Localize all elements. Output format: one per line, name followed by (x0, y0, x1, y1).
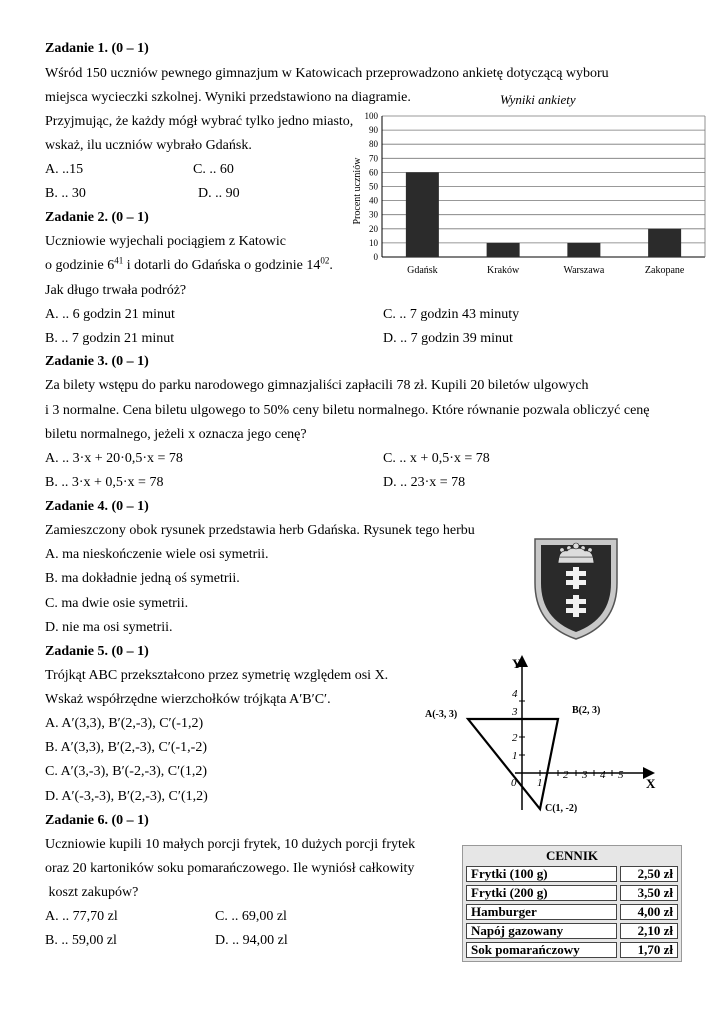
chart-y-tick-label: 10 (369, 237, 378, 248)
chart-bar-zakopane (648, 229, 681, 257)
item-price: 2,50 zł (620, 866, 678, 882)
task-2-text: o godzinie $6^{41}$ i dotarli do Gdańska o godzinie $14^{02}$. (45, 255, 333, 273)
task-3-title: Zadanie 3. (0 – 1) (45, 354, 149, 369)
item-price: 4,00 zł (620, 904, 678, 920)
chart-y-tick-label: 90 (369, 125, 378, 136)
task-1-title: Zadanie 1. (0 – 1) (45, 41, 149, 56)
task-1-text: miejsca wycieczki szkolnej. Wyniki przedstawiono na diagramie. (45, 90, 411, 105)
task-6-title: Zadanie 6. (0 – 1) (45, 813, 149, 828)
price-row (466, 885, 678, 901)
price-row (466, 923, 678, 939)
x-tick-label: 3 (582, 769, 588, 781)
task-3-text: Za bilety wstępu do parku narodowego gimnazjaliści zapłacili 78 zł. Kupili 20 biletów ulgowych (45, 378, 589, 393)
y-tick-label: 2 (512, 732, 518, 744)
task-6-option-a: A. .. 77,70 zl (45, 909, 118, 924)
chart-bar-warszawa (567, 243, 600, 257)
chart-y-label: Procent uczniów (352, 157, 363, 225)
task-4-option-b: B. ma dokładnie jedną oś symetrii. (45, 571, 240, 586)
task-5-text: Wskaż współrzędne wierzchołków trójkąta A′B′C′. (45, 692, 331, 707)
task-5-title: Zadanie 5. (0 – 1) (45, 644, 149, 659)
item-name: Frytki (200 g) (466, 885, 617, 901)
task-5-option-c: C. A′(3,-3), B′(-2,-3), C′(1,2) (45, 764, 207, 779)
task-4-option-a: A. ma nieskończenie wiele osi symetrii. (45, 547, 269, 562)
task-6-option-c: C. .. 69,00 zl (215, 909, 287, 924)
gdansk-coat-of-arms-image (531, 533, 621, 643)
task-3-option-d: D. .. 23·x = 78 (383, 475, 466, 490)
task-3-text: i 3 normalne. Cena biletu ulgowego to 50% ceny biletu normalnego. Które równanie pozwala obliczyć cenę (45, 403, 650, 418)
task-2-option-a: A. .. 6 godzin 21 minut (45, 307, 175, 322)
task-2-option-b: B. .. 7 godzin 21 minut (45, 331, 175, 346)
price-row (466, 942, 678, 958)
chart-title: Wyniki ankiety (500, 92, 576, 107)
task-2-text: Uczniowie wyjechali pociągiem z Katowic (45, 234, 287, 249)
chart-y-tick-label: 0 (373, 252, 378, 262)
task-6-option-d: D. .. 94,00 zl (215, 933, 288, 948)
item-name: Napój gazowany (466, 923, 617, 939)
y-tick-label: 4 (512, 688, 518, 700)
task-1-option-c: C. .. 60 (193, 162, 234, 177)
item-price: 1,70 zł (620, 942, 678, 958)
coordinate-graph (420, 650, 670, 820)
y-axis-label: Y (512, 656, 522, 671)
item-name: Frytki (100 g) (466, 866, 617, 882)
chart-bar-gdańsk (406, 172, 439, 257)
origin-label: 0 (511, 777, 517, 789)
task-6-text: koszt zakupów? (45, 885, 139, 900)
task-5-option-a: A. A′(3,3), B′(2,-3), C′(-1,2) (45, 716, 204, 731)
task-1-text: wskaż, ilu uczniów wybrało Gdańsk. (45, 138, 252, 153)
chart-y-tick-label: 60 (369, 167, 378, 178)
item-price: 2,10 zł (620, 923, 678, 939)
chart-y-tick-label: 40 (369, 195, 378, 206)
price-row (466, 866, 678, 882)
task-6-text: oraz 20 kartoników soku pomarańczowego. Ile wyniósł całkowity (45, 861, 415, 876)
task-5-option-b: B. A′(3,3), B′(2,-3), C′(-1,-2) (45, 740, 207, 755)
task-1-text: Wśród 150 uczniów pewnego gimnazjum w Katowicach przeprowadzono ankietę dotyczącą wyboru (45, 66, 609, 81)
chart-y-tick-label: 30 (369, 209, 378, 220)
chart-y-tick-label: 100 (364, 111, 378, 121)
task-1-text: Przyjmując, że każdy mógł wybrać tylko jedno miasto, (45, 114, 354, 129)
task-2-text: Jak długo trwała podróż? (45, 283, 187, 298)
y-tick-label: 1 (512, 750, 518, 762)
chart-x-tick-label: Warszawa (563, 265, 605, 276)
chart-y-tick-label: 70 (369, 153, 378, 164)
item-name: Hamburger (466, 904, 617, 920)
task-5-text: Trójkąt ABC przekształcono przez symetrię względem osi X. (45, 668, 389, 683)
y-tick-label: 3 (512, 706, 518, 718)
chart-y-tick-label: 20 (369, 223, 378, 234)
x-tick-label: 2 (563, 769, 569, 781)
task-2-option-d: D. .. 7 godzin 39 minut (383, 331, 513, 346)
chart-bar-kraków (487, 243, 520, 257)
task-4-option-c: C. ma dwie osie symetrii. (45, 596, 189, 611)
task-2-option-c: C. .. 7 godzin 43 minuty (383, 307, 520, 322)
task-2-title: Zadanie 2. (0 – 1) (45, 210, 149, 225)
chart-x-tick-label: Gdańsk (407, 265, 438, 276)
point-b-label: B(2, 3) (572, 705, 601, 716)
task-3-text: biletu normalnego, jeżeli x oznacza jego cenę? (45, 427, 307, 442)
point-c-label: C(1, -2) (545, 803, 578, 814)
task-6-option-b: B. .. 59,00 zl (45, 933, 117, 948)
price-list-title: CENNIK (466, 849, 678, 863)
task-3-option-a: A. .. 3·x + 20·0,5·x = 78 (45, 451, 183, 466)
survey-bar-chart (340, 86, 710, 286)
task-1-option-a: A. ..15 (45, 162, 84, 177)
task-1-option-b: B. .. 30 (45, 186, 86, 201)
point-a-label: A(-3, 3) (425, 709, 458, 720)
task-3-option-c: C. .. x + 0,5·x = 78 (383, 451, 490, 466)
chart-x-tick-label: Kraków (487, 265, 520, 276)
price-row (466, 904, 678, 920)
x-tick-label: 4 (600, 769, 606, 781)
task-3-option-b: B. .. 3·x + 0,5·x = 78 (45, 475, 164, 490)
task-4-title: Zadanie 4. (0 – 1) (45, 499, 149, 514)
chart-y-tick-label: 80 (369, 139, 378, 150)
item-name: Sok pomarańczowy (466, 942, 617, 958)
x-axis-label: X (646, 776, 656, 791)
task-4-text: Zamieszczony obok rysunek przedstawia herb Gdańska. Rysunek tego herbu (45, 523, 475, 538)
task-4-option-d: D. nie ma osi symetrii. (45, 620, 173, 635)
x-tick-label: 1 (537, 777, 543, 789)
task-6-text: Uczniowie kupili 10 małych porcji frytek, 10 dużych porcji frytek (45, 837, 416, 852)
task-5-option-d: D. A′(-3,-3), B′(2,-3), C′(1,2) (45, 789, 208, 804)
chart-y-tick-label: 50 (369, 181, 378, 192)
item-price: 3,50 zł (620, 885, 678, 901)
price-list (462, 845, 682, 962)
chart-x-tick-label: Zakopane (644, 265, 685, 276)
x-tick-label: 5 (618, 769, 624, 781)
task-1-option-d: D. .. 90 (198, 186, 240, 201)
